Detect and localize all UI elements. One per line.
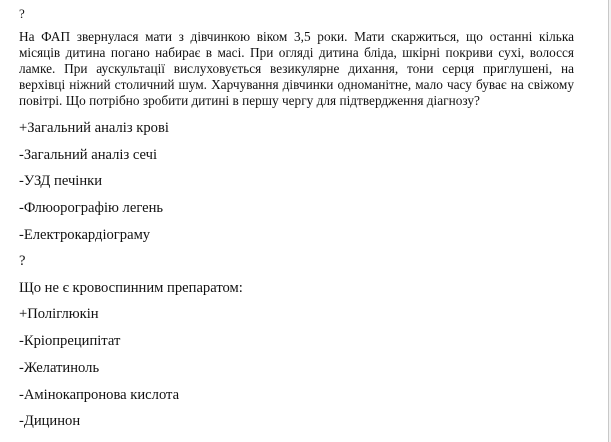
question-2-option-3: -Желатиноль xyxy=(19,360,100,376)
question-2-option-5: -Дицинон xyxy=(19,413,81,429)
question-1-marker: ? xyxy=(19,6,25,21)
question-2-option-4: -Амінокапронова кислота xyxy=(19,387,180,403)
question-2-option-1-correct: +Поліглюкін xyxy=(19,306,99,322)
question-1-text: На ФАП звернулася мати з дівчинкою віком 3,5 роки. Мати скаржиться, що останні кілька місяців дитина погано набирає в масі. При огляді дитина бліда, шкірні покриви сухі, волосся ламке. При аускультації вислуховується везикулярне дихання, тони серця приглушені, на верхівці ніжний столичний шум. Харчування дівчинки одноманітне, мало часу буває на свіжому повітрі. Що потрібно зробити дитині в першу чергу для підтвердження діагнозу? xyxy=(19,29,574,108)
question-1-option-3: -УЗД печінки xyxy=(19,173,103,189)
question-1-option-5: -Електрокардіограму xyxy=(19,227,151,243)
question-1-option-1-correct: +Загальний аналіз крові xyxy=(19,120,169,136)
question-1-option-4: -Флюорографію легень xyxy=(19,200,164,216)
question-1-option-2: -Загальний аналіз сечі xyxy=(19,147,158,163)
question-2-marker: ? xyxy=(19,253,26,269)
question-2-text: Що не є кровоспинним препаратом: xyxy=(19,280,243,296)
question-2-option-2: -Кріопреципітат xyxy=(19,333,121,349)
